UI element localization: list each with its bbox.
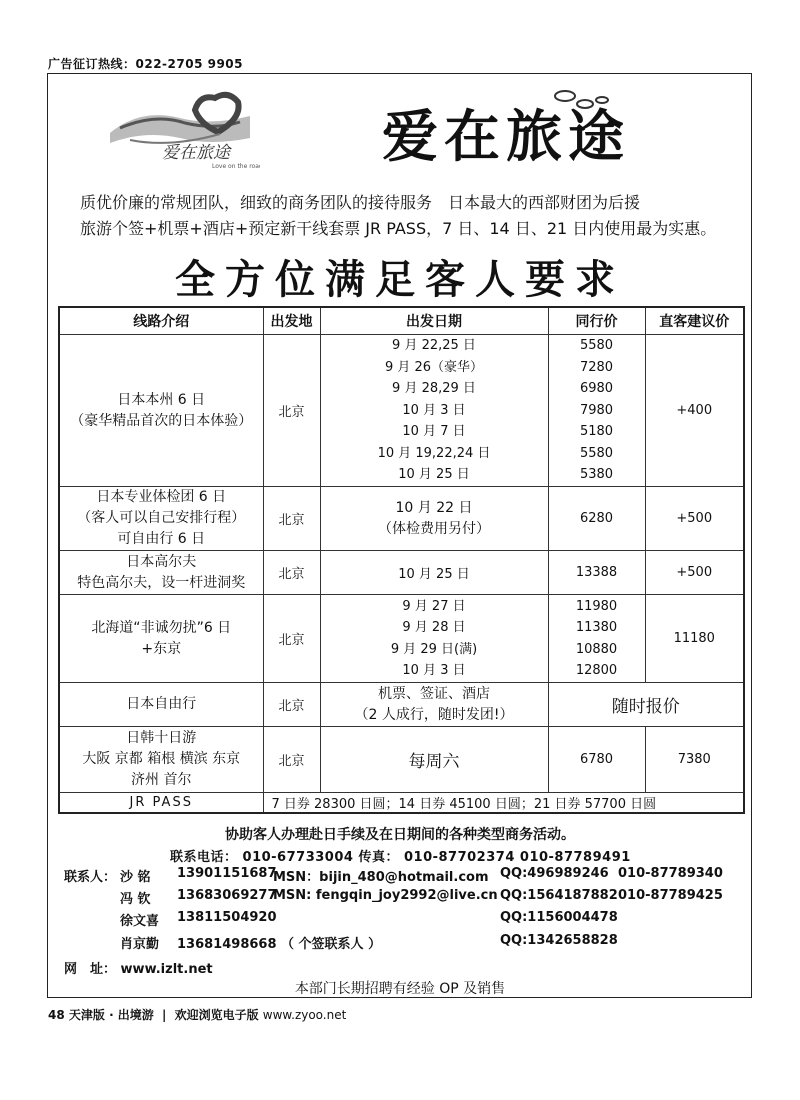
footer-separator: | [162, 1008, 167, 1022]
retail-price: 11180 [645, 595, 744, 683]
departure-dates: 10 月 22 日 （体检费用另付） [320, 487, 548, 551]
jr-pass-label: JR PASS [59, 793, 263, 814]
recruit-note: 本部门长期招聘有经验 OP 及销售 [294, 981, 506, 997]
intro-line-1: 质优价廉的常规团队，细致的商务团队的接待服务 日本最大的西部财团为后援 [80, 193, 641, 212]
website [64, 958, 213, 977]
logo-right-text: 爱在旅途 [382, 104, 630, 170]
brand-logo-right [380, 84, 655, 174]
contact-label: 联系人： [64, 870, 117, 885]
table-row [59, 335, 744, 487]
footer-site-link[interactable]: www.zyoo.net [262, 1008, 347, 1022]
route-name-cell: 日本自由行 [59, 683, 263, 727]
retail-price: 7380 [645, 727, 744, 793]
website-label: 网 址： [64, 962, 117, 977]
jr-pass-prices: 7 日券 28300 日圆；14 日券 45100 日圆；21 日券 57700 日圆 [263, 793, 744, 814]
contact-qq: QQ:1564187882 [500, 888, 618, 903]
retail-price: +500 [645, 487, 744, 551]
contact-phone: 13811504920 [177, 910, 277, 925]
departure-dates: 10 月 25 日 [320, 551, 548, 595]
contact-qq: QQ:1342658828 [500, 933, 618, 948]
peer-prices: 5580 7280 6980 7980 5180 5580 5380 [548, 335, 645, 487]
table-row [59, 487, 744, 551]
peer-price: 6780 [548, 727, 645, 793]
page-footer [48, 1006, 346, 1023]
contact-msn: MSN: fengqin_joy2992@live.cn [273, 888, 498, 903]
logo-left-tagline: Love on the road [212, 163, 260, 170]
assist-note: 协助客人办理赴日手续及在日期间的各种类型商务活动。 [225, 827, 575, 843]
contact-name: 沙 铭 [120, 870, 151, 885]
brand-logo-left [100, 88, 260, 173]
contact-tel: 010-87789340 [618, 866, 723, 881]
contact-name: 徐文喜 [120, 914, 160, 929]
price-on-request: 随时报价 [548, 683, 744, 727]
table-row [59, 793, 744, 814]
route-name-cell: 日本高尔夫 特色高尔夫，设一杆进洞奖 [59, 551, 263, 595]
departure-city: 北京 [263, 683, 320, 727]
welcome-text: 欢迎浏览电子版 [174, 1008, 259, 1022]
departure-city: 北京 [263, 487, 320, 551]
table-row [59, 551, 744, 595]
contact-phone: 13683069277 [177, 888, 277, 903]
table-header-row [59, 307, 744, 335]
page-number: 48 [48, 1008, 65, 1022]
header-retail-price: 直客建议价 [645, 307, 744, 335]
edition: 天津版 · 出境游 [68, 1008, 154, 1022]
departure-city: 北京 [263, 335, 320, 487]
header-dates: 出发日期 [320, 307, 548, 335]
contact-msn: MSN：bijin_480@hotmail.com [273, 870, 489, 885]
header-from: 出发地 [263, 307, 320, 335]
departure-dates: 9 月 27 日 9 月 28 日 9 月 29 日(满) 10 月 3 日 [320, 595, 548, 683]
logo-left-text: 爱在旅途 [162, 143, 230, 163]
departure-dates: 机票、签证、酒店 （2 人成行，随时发团!） [320, 683, 548, 727]
peer-price: 6280 [548, 487, 645, 551]
departure-city: 北京 [263, 727, 320, 793]
departure-city: 北京 [263, 595, 320, 683]
route-name-cell: 日本专业体检团 6 日 （客人可以自己安排行程） 可自由行 6 日 [59, 487, 263, 551]
departure-city: 北京 [263, 551, 320, 595]
contact-name: 冯 钦 [120, 892, 151, 907]
table-row [59, 683, 744, 727]
calligraphy-bubbles-icon [380, 84, 655, 174]
slogan: 全方位满足客人要求 [175, 256, 625, 303]
intro-line-2: 旅游个签+机票+酒店+预定新干线套票 JR PASS，7 日、14 日、21 日内使用最为实惠。 [80, 219, 717, 238]
routes-table [58, 306, 745, 814]
route-name-cell: 日韩十日游 大阪 京都 箱根 横滨 东京 济州 首尔 [59, 727, 263, 793]
retail-price: +400 [645, 335, 744, 487]
departure-dates: 每周六 [320, 727, 548, 793]
header-peer-price: 同行价 [548, 307, 645, 335]
peer-price: 13388 [548, 551, 645, 595]
contact-qq: QQ:496989246 [500, 866, 609, 881]
contact-phone: 13681498668 （ 个签联系人 ） [177, 937, 382, 952]
header-route: 线路介绍 [59, 307, 263, 335]
departure-dates: 9 月 22,25 日 9 月 26（豪华） 9 月 28,29 日 10 月 3 日 10 月 7 日 10 月 19,22,24 日 10 月 25 日 [320, 335, 548, 487]
contact-tel: 010-87789425 [618, 888, 723, 903]
contact-qq: QQ:1156004478 [500, 910, 618, 925]
retail-price: +500 [645, 551, 744, 595]
contact-phone: 13901151687 [177, 866, 277, 881]
route-name-cell: 北海道“非诚勿扰”6 日 +东京 [59, 595, 263, 683]
website-link[interactable]: www.izlt.net [120, 962, 213, 977]
contact-phones: 联系电话： 010-67733004 传真： 010-87702374 010-87789491 [170, 850, 631, 865]
ad-hotline: 广告征订热线：022-2705 9905 [48, 57, 244, 71]
table-row [59, 595, 744, 683]
table-row [59, 727, 744, 793]
route-name-cell: 日本本州 6 日 （豪华精品首次的日本体验） [59, 335, 263, 487]
heart-wave-logo-icon [100, 88, 260, 173]
peer-prices: 11980 11380 10880 12800 [548, 595, 645, 683]
contact-name: 肖京勤 [120, 937, 160, 952]
